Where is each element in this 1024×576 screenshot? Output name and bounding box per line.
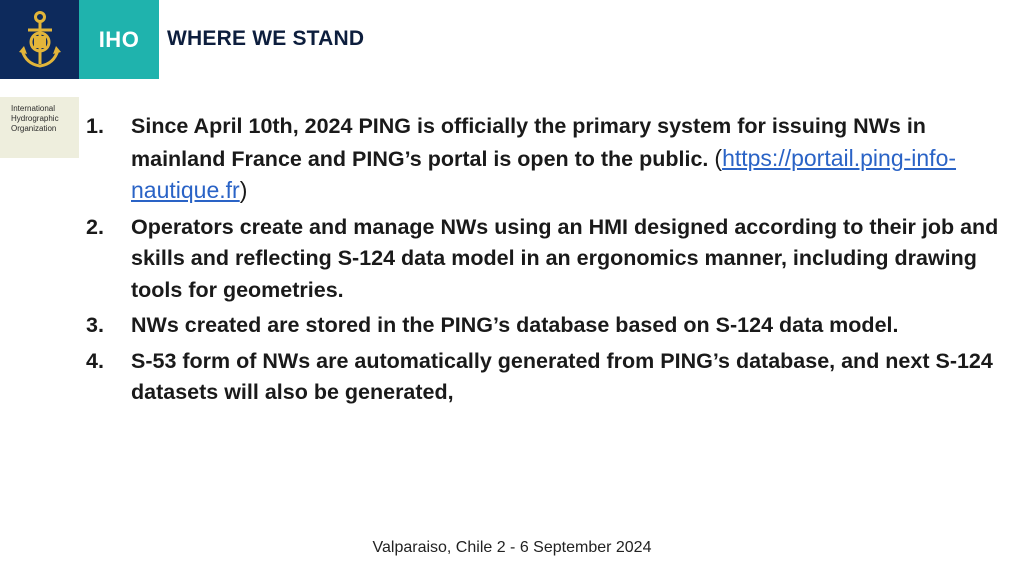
list-item	[86, 212, 1001, 307]
item-number: 3.	[86, 313, 104, 337]
page-title: WHERE WE STAND	[167, 27, 365, 50]
anchor-emblem-icon	[14, 8, 66, 72]
item-text: NWs created are stored in the PING’s database based on S-124 data model.	[131, 313, 899, 337]
list-item	[86, 310, 1001, 342]
iho-brand-tile	[79, 0, 159, 79]
org-line: Hydrographic	[11, 114, 59, 123]
item-body: Since April 10th, 2024 PING is officially the primary system for issuing NWs in mainland France and PING’s portal is open to the public.	[131, 114, 926, 171]
item-text	[131, 111, 1001, 208]
numbered-list	[86, 111, 1001, 413]
footer-text: Valparaiso, Chile 2 - 6 September 2024	[372, 539, 652, 556]
org-line: International	[11, 104, 56, 113]
item-number: 4.	[86, 348, 104, 373]
brand-label: IHO	[98, 26, 140, 52]
item-number: 2.	[86, 214, 104, 239]
organization-label	[0, 97, 79, 158]
org-line: Organization	[11, 124, 57, 133]
portal-link[interactable]: https://portail.ping-info-nautique.fr	[131, 144, 957, 203]
list-item	[86, 111, 1001, 208]
item-number: 1.	[86, 114, 104, 138]
list-item	[86, 346, 1001, 409]
paren-close: )	[239, 177, 248, 203]
iho-emblem	[0, 0, 79, 79]
item-text: S-53 form of NWs are automatically generated from PING’s database, and next S-124 datasets will also be generated,	[131, 348, 993, 404]
paren-open: (	[714, 144, 723, 171]
item-text: Operators create and manage NWs using an HMI designed according to their job and skills and reflecting S-124 data model in an ergonomics manner, including drawing tools for geometries.	[131, 214, 999, 302]
